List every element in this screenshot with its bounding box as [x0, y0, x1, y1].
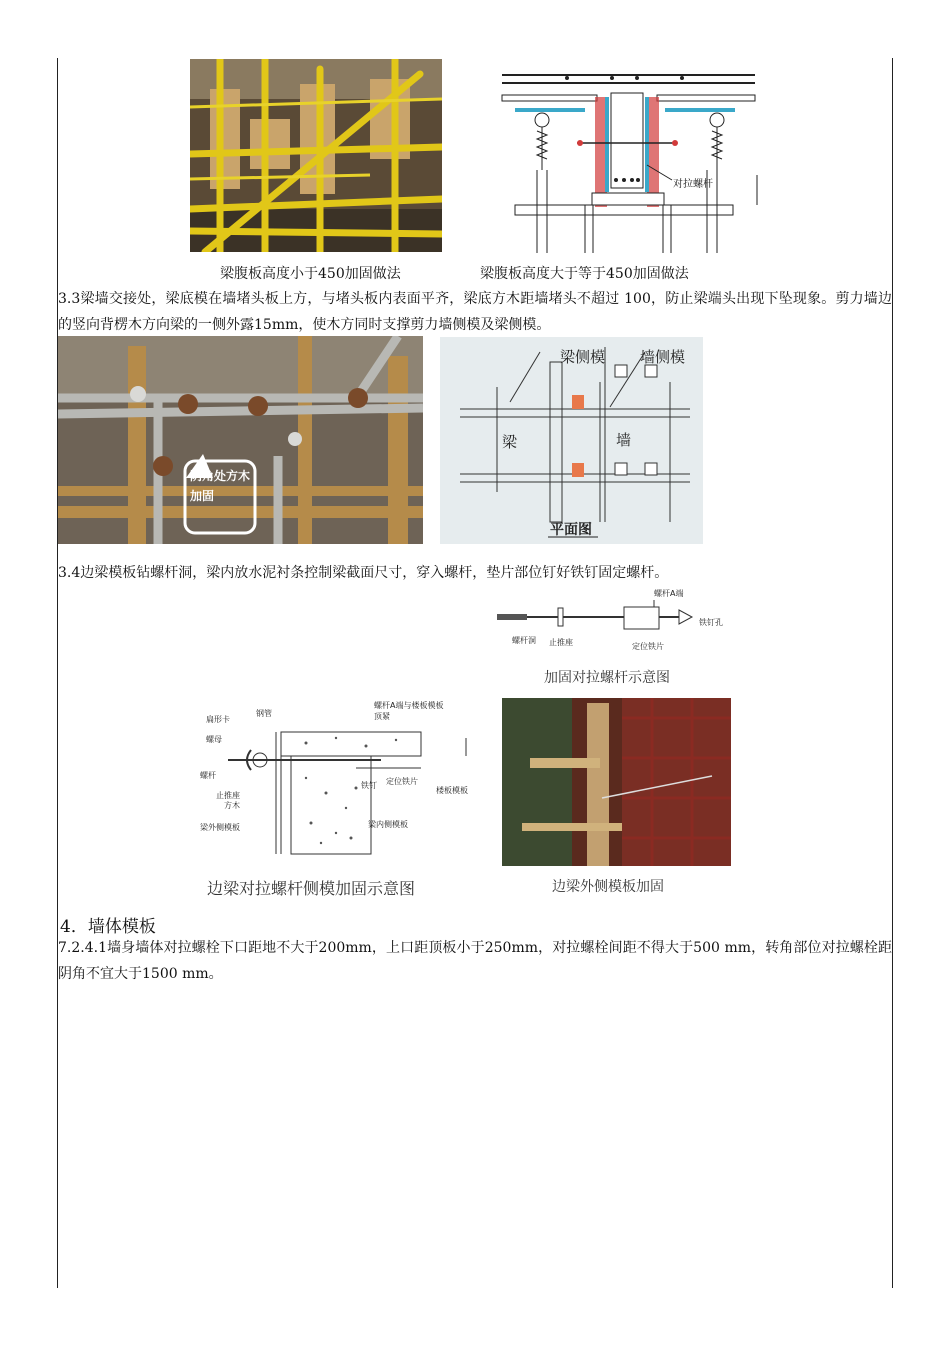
section-3-3-text: 3.3梁墙交接处，梁底模在墙堵头板上方，与堵头板内表面平齐，梁底方木距墙堵头不超过 100，防止梁端头出现下坠现象。剪力墙边的竖向背楞木方向梁的一侧外露15mm，使木方同时支撑剪力墙侧模及梁侧模。: [58, 291, 892, 333]
edge-beam-photo-illustration: [502, 698, 731, 866]
scaffold-photo-illustration: [190, 59, 442, 252]
plan-label-wall-side: 墙侧模: [640, 348, 686, 366]
bolt-label-bolt-hole: 螺杆洞: [512, 636, 536, 645]
section-4-text: 7.2.4.1墙身墙体对拉螺栓下口距地不大于200mm，上口距顶板小于250mm，对拉螺栓间距不得大于500 mm，转角部位对拉螺栓距阴角不宜大于1500 mm。: [58, 940, 892, 982]
diagram-bolt: [494, 585, 734, 653]
corner-timber-photo-illustration: [58, 336, 423, 544]
diagram-edge-beam: [196, 698, 481, 858]
diagram-plan-view: [440, 337, 703, 544]
right-border-line: [892, 58, 893, 1288]
eb-label-plate: 定位铁片: [386, 777, 418, 786]
eb-label-timber: 方木: [224, 801, 240, 810]
plan-label-beam-side: 梁侧模: [560, 348, 606, 366]
caption-bolt-diagram: 加固对拉螺杆示意图: [544, 670, 670, 686]
eb-label-clip: 扁形卡: [206, 715, 230, 724]
eb-label-end-a: 螺杆A端与楼板模板: [374, 701, 444, 710]
plan-label-beam: 梁: [502, 433, 518, 451]
plan-view-diagram: [440, 337, 703, 544]
bolt-label-end-a: 螺杆A端: [654, 589, 684, 598]
eb-label-outer-form: 梁外侧模板: [200, 823, 240, 832]
eb-label-pipe: 钢管: [256, 709, 272, 718]
eb-label-stop: 止推座: [216, 791, 240, 800]
eb-label-bolt: 螺杆: [200, 771, 216, 780]
section-4-heading: 4．墙体模板: [60, 917, 156, 937]
bolt-label-stop: 止推座: [549, 638, 573, 647]
tie-rod-label: 对拉螺杆: [673, 179, 713, 190]
eb-label-inner-form: 梁内侧模板: [368, 820, 408, 829]
left-border-line: [57, 58, 58, 1288]
caption-beam-web-ge450: 梁腹板高度大于等于450加固做法: [480, 266, 689, 282]
caption-beam-web-lt450: 梁腹板高度小于450加固做法: [220, 266, 401, 282]
eb-label-tight: 顶紧: [374, 712, 390, 721]
section-3-4-text: 3.4边梁模板钻螺杆洞，梁内放水泥衬条控制梁截面尺寸，穿入螺杆，垫片部位钉好铁钉固定螺杆。: [58, 565, 669, 581]
caption-edge-beam-diagram: 边梁对拉螺杆侧模加固示意图: [207, 879, 416, 898]
caption-edge-beam-photo: 边梁外侧模板加固: [552, 879, 664, 895]
corner-timber-callout: 阴角处方木加固: [190, 469, 251, 503]
plan-label-wall: 墙: [616, 431, 632, 449]
photo-edge-beam: [502, 698, 731, 866]
bolt-label-plate: 定位铁片: [632, 642, 664, 651]
edge-beam-diagram: [196, 698, 481, 858]
bolt-label-nail-hole: 铁钉孔: [699, 618, 723, 627]
photo-scaffold-yellow: [190, 59, 442, 252]
photo-corner-timber: [58, 336, 423, 544]
beam-section-diagram: [497, 65, 759, 253]
eb-label-nut: 螺母: [206, 735, 222, 744]
bolt-diagram: [494, 585, 734, 653]
eb-label-slab-form: 楼板模板: [436, 786, 468, 795]
diagram-beam-section: [497, 65, 759, 253]
plan-title: 平面图: [550, 522, 592, 538]
eb-label-nail: 铁钉: [361, 781, 377, 790]
